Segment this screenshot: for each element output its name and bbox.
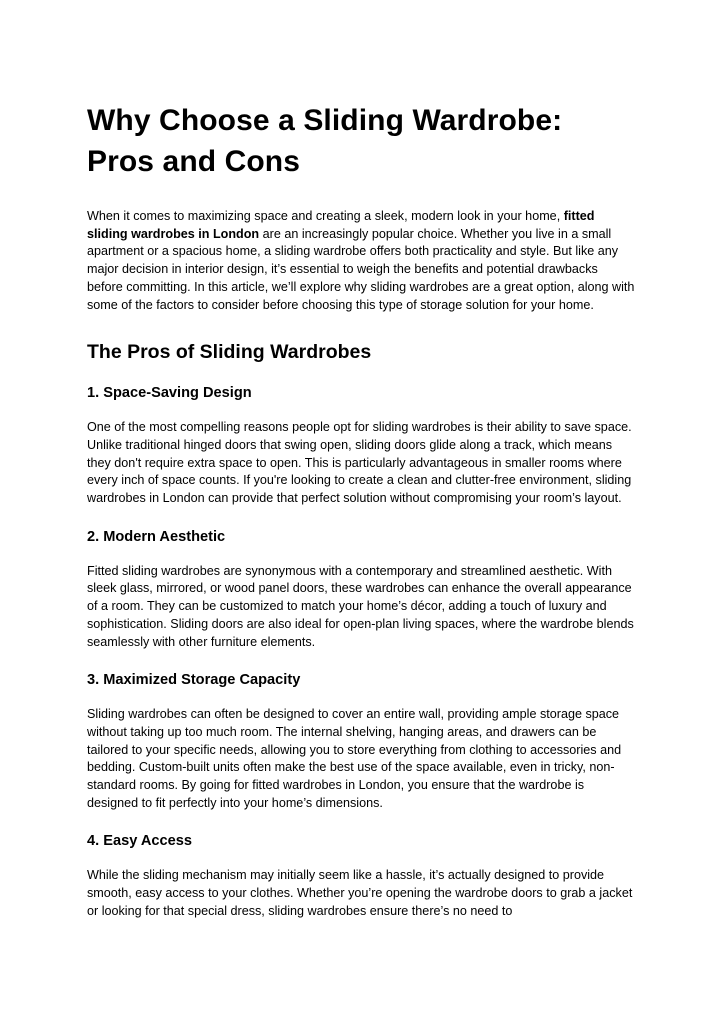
page-title [87,100,635,182]
title-line-1: Why Choose a Sliding Wardrobe: [87,104,563,137]
section-heading-space-saving: 1. Space-Saving Design [87,385,252,402]
section-body-modern-aesthetic: Fitted sliding wardrobes are synonymous with a contemporary and streamlined aesthetic. With sleek glass, mirrored, or wood panel doors, these wardrobes can enhance the overall appearance of a room. They can be customized to match your home’s décor, adding a touch of luxury and sophistication. Sliding doors are also ideal for open-plan living spaces, where the wardrobe blends seamlessly with other furniture elements. [87,563,634,649]
title-line-2: Pros and Cons [87,145,300,178]
intro-text-end: are an increasingly popular choice. Whether you live in a small apartment or a spacious home, a sliding wardrobe offers both practicality and style. But like any major decision in interior design, it’s essential to weigh the benefits and potential drawbacks before committing. In this article, we’ll explore why sliding wardrobes are a great option, along with some of the factors to consider before choosing this type of storage solution for your home. [87,226,635,312]
section-body-easy-access: While the sliding mechanism may initially seem like a hassle, it’s actually designed to provide smooth, easy access to your clothes. Whether you’re opening the wardrobe doors to grab a jacket or looking for that special dress, sliding wardrobes ensure there’s no need to [87,868,633,918]
section-heading-easy-access: 4. Easy Access [87,833,192,850]
pros-heading: The Pros of Sliding Wardrobes [87,341,372,364]
intro-bold-keyword: fitted sliding wardrobes in London [87,209,595,241]
section-heading-modern-aesthetic: 2. Modern Aesthetic [87,528,226,545]
document-page [87,100,635,921]
intro-paragraph [87,208,635,314]
section-body-storage-capacity: Sliding wardrobes can often be designed to cover an entire wall, providing ample storage space without taking up too much room. The internal shelving, hanging areas, and drawers can be tailored to your specific needs, allowing you to store everything from clothing to accessories and bedding. Custom-built units often make the best use of the space available, even in tricky, non-standard rooms. By going for fitted wardrobes in London, you ensure that the wardrobe is designed to fit perfectly into your home’s dimensions. [87,707,622,810]
section-body-space-saving: One of the most compelling reasons people opt for sliding wardrobes is their ability to save space. Unlike traditional hinged doors that swing open, sliding doors glide along a track, which means they don't require extra space to open. This is particularly advantageous in smaller rooms where every inch of space counts. If you're looking to create a clean and clutter-free environment, sliding wardrobes in London can provide that perfect solution without compromising your room’s layout. [87,420,632,506]
intro-text-start: When it comes to maximizing space and creating a sleek, modern look in your home, [87,209,564,223]
section-heading-storage-capacity: 3. Maximized Storage Capacity [87,672,301,689]
